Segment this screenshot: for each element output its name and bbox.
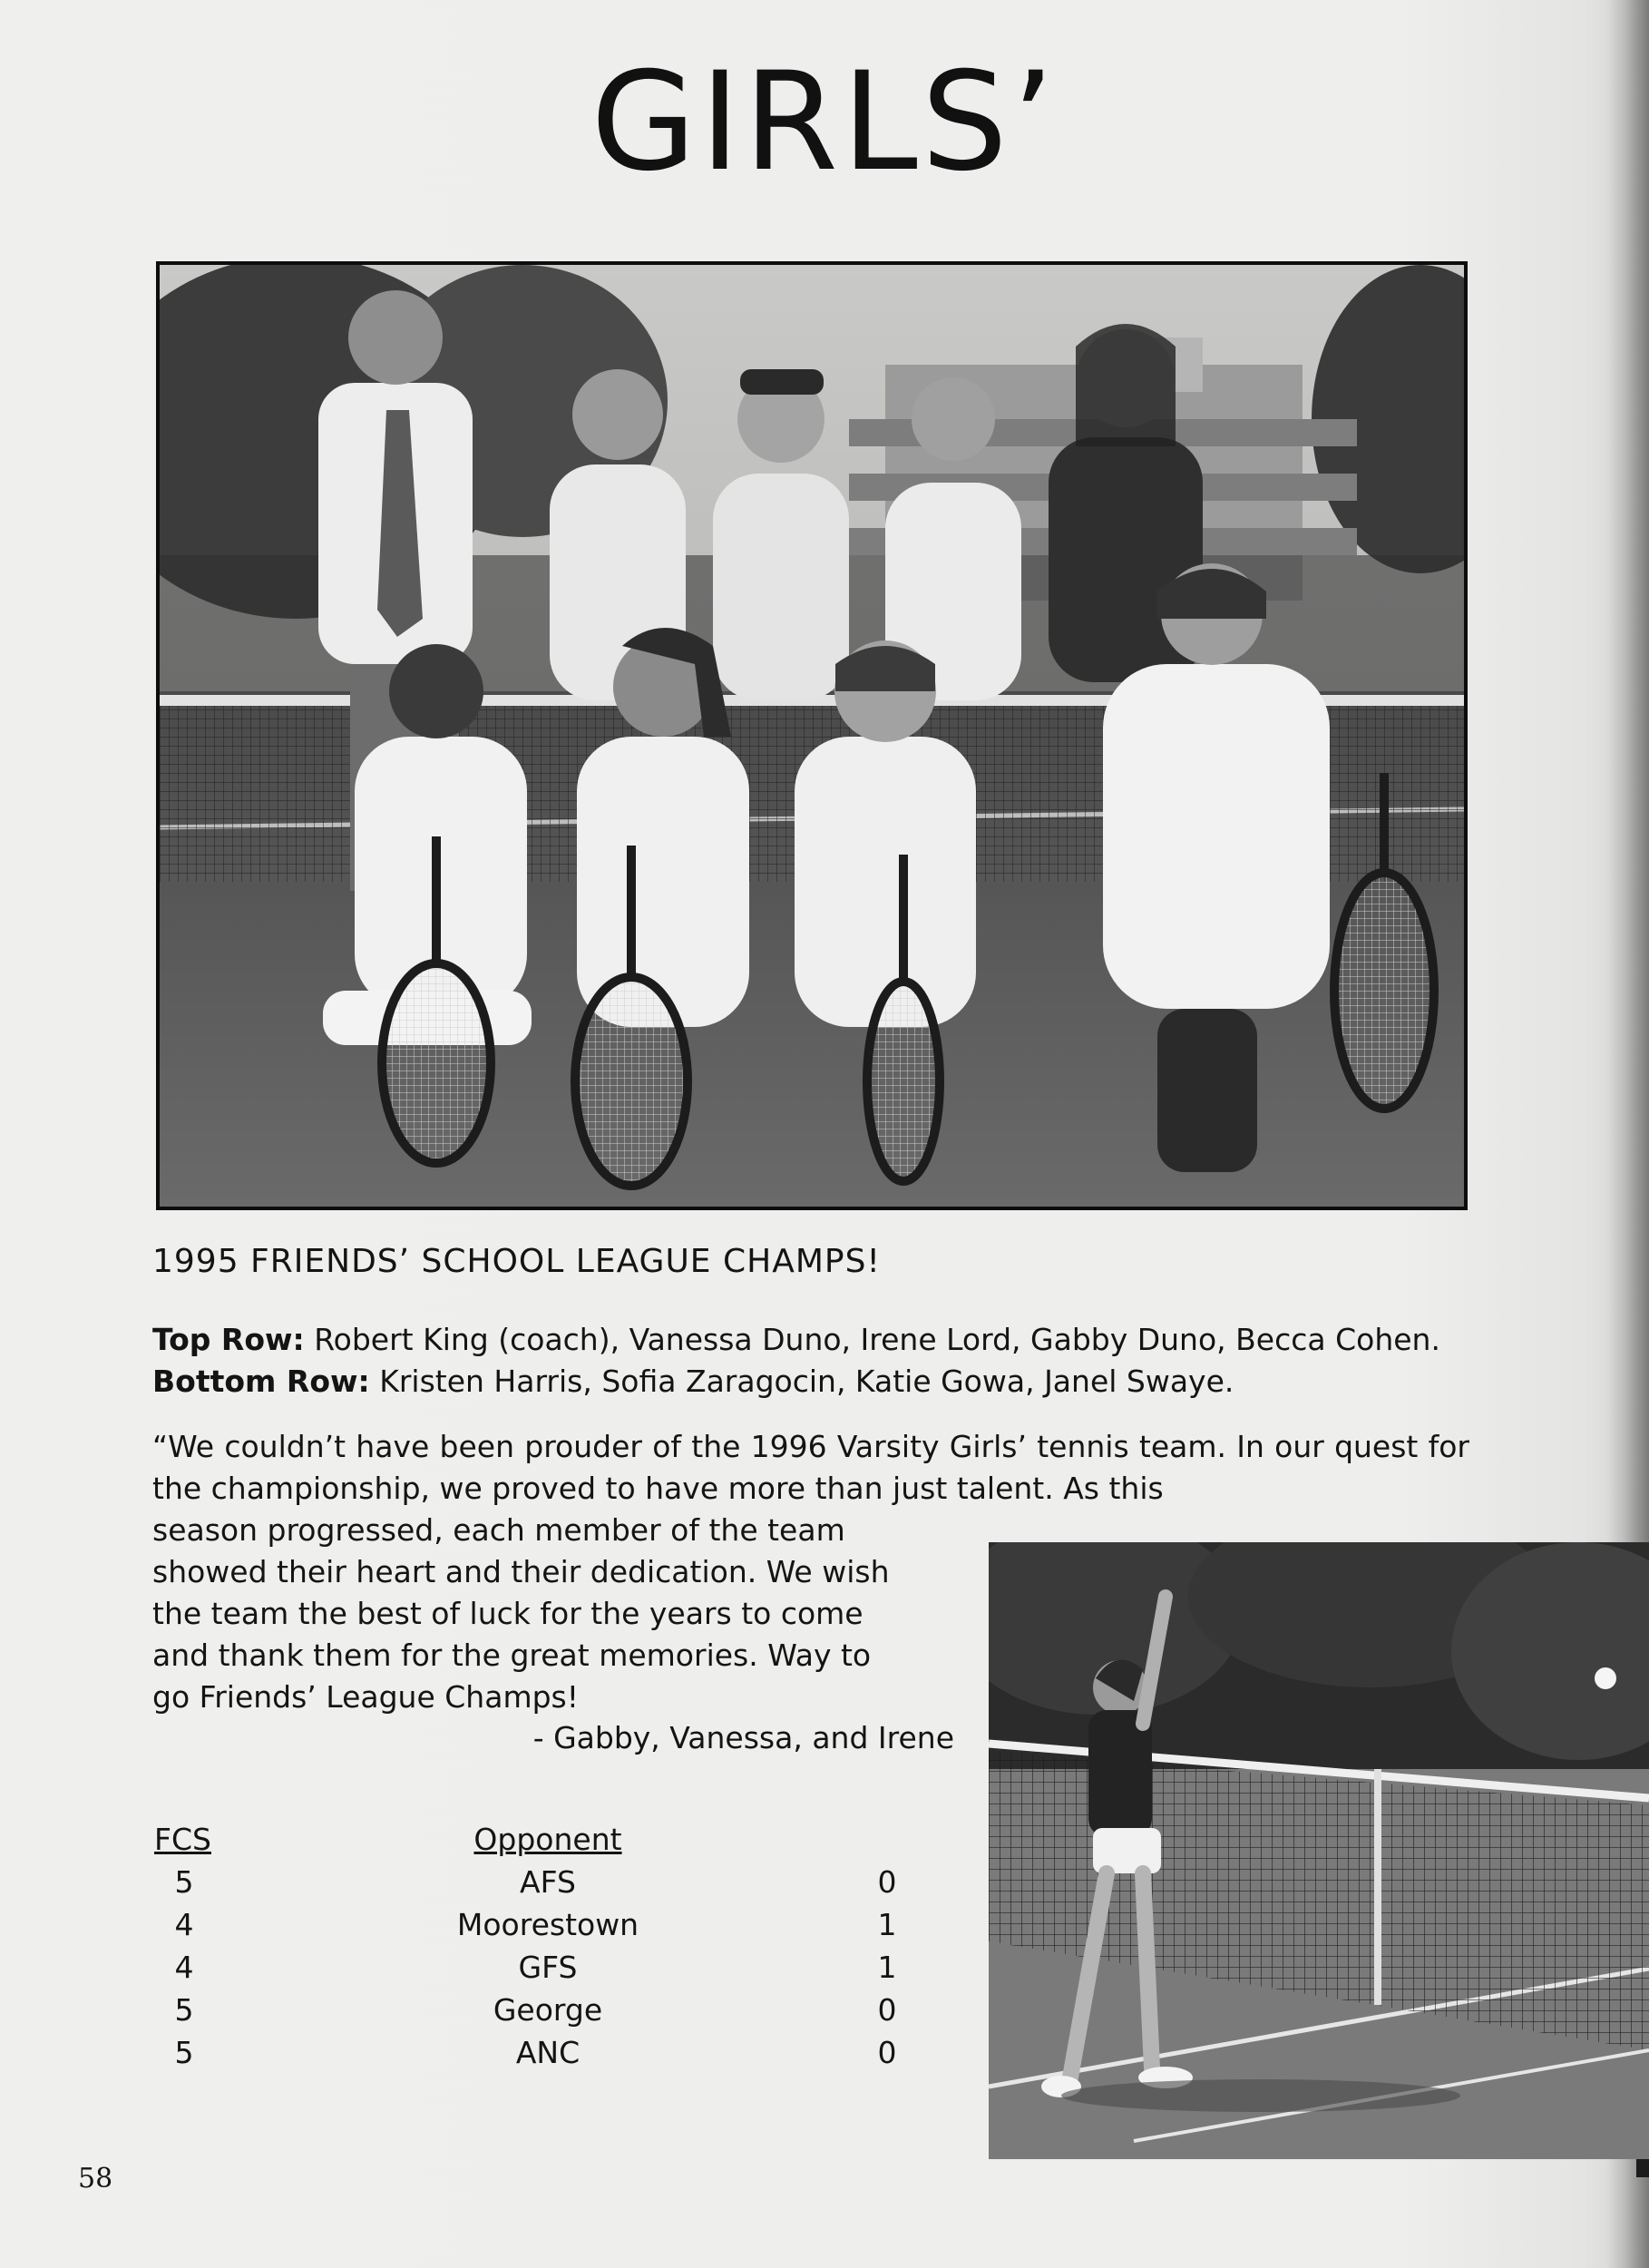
opponent-header: Opponent — [473, 1822, 622, 1857]
quote-intro: “We couldn’t have been prouder of the 1996 Varsity Girls’ tennis team. In our quest for the championship, we proved to have more than just talent. As this — [152, 1429, 1469, 1506]
photo-headline: 1995 FRIENDS’ SCHOOL LEAGUE CHAMPS! — [152, 1243, 881, 1280]
fcs-score: 4 — [174, 1950, 194, 1985]
opponent-name: George — [493, 1992, 603, 2028]
opponent-score: 0 — [877, 1992, 897, 2028]
table-row — [152, 1907, 932, 1950]
fcs-score: 5 — [174, 2035, 194, 2070]
table-row — [152, 1950, 932, 1992]
results-table — [152, 1822, 932, 2077]
bottom-row-names: Kristen Harris, Sofia Zaragocin, Katie Gowa, Janel Swaye. — [379, 1364, 1234, 1399]
opponent-score: 1 — [877, 1950, 897, 1985]
roster-caption — [152, 1319, 1468, 1403]
fcs-header: FCS — [154, 1822, 211, 1857]
table-row — [152, 1864, 932, 1907]
opponent-score: 0 — [877, 2035, 897, 2070]
bottom-row-label: Bottom Row: — [152, 1364, 370, 1399]
opponent-name: ANC — [515, 2035, 581, 2070]
quote-line: the team the best of luck for the years to come — [152, 1596, 864, 1631]
quote-line: and thank them for the great memories. Way to — [152, 1637, 872, 1673]
table-row — [152, 2035, 932, 2077]
quote-line: go Friends’ League Champs! — [152, 1679, 579, 1715]
opponent-name: AFS — [520, 1864, 576, 1900]
page-number: 58 — [78, 2163, 113, 2195]
top-row-label: Top Row: — [152, 1322, 305, 1357]
action-photo — [989, 1542, 1649, 2159]
fcs-score: 5 — [174, 1864, 194, 1900]
quote-signature: - Gabby, Vanessa, and Irene — [532, 1720, 954, 1755]
team-photo — [156, 261, 1468, 1210]
opponent-score: 0 — [877, 1864, 897, 1900]
opponent-name: Moorestown — [456, 1907, 639, 1942]
page-title: GIRLS’ — [590, 44, 1059, 201]
fcs-score: 4 — [174, 1907, 194, 1942]
quote-body — [152, 1510, 954, 1718]
quote-line: showed their heart and their dedication. We wish — [152, 1554, 890, 1589]
opponent-name: GFS — [518, 1950, 578, 1985]
fcs-score: 5 — [174, 1992, 194, 2028]
top-row-names: Robert King (coach), Vanessa Duno, Irene Lord, Gabby Duno, Becca Cohen. — [314, 1322, 1440, 1357]
opponent-score: 1 — [877, 1907, 897, 1942]
results-header-row — [152, 1822, 932, 1864]
quote-line: season progressed, each member of the team — [152, 1512, 845, 1548]
table-row — [152, 1992, 932, 2035]
